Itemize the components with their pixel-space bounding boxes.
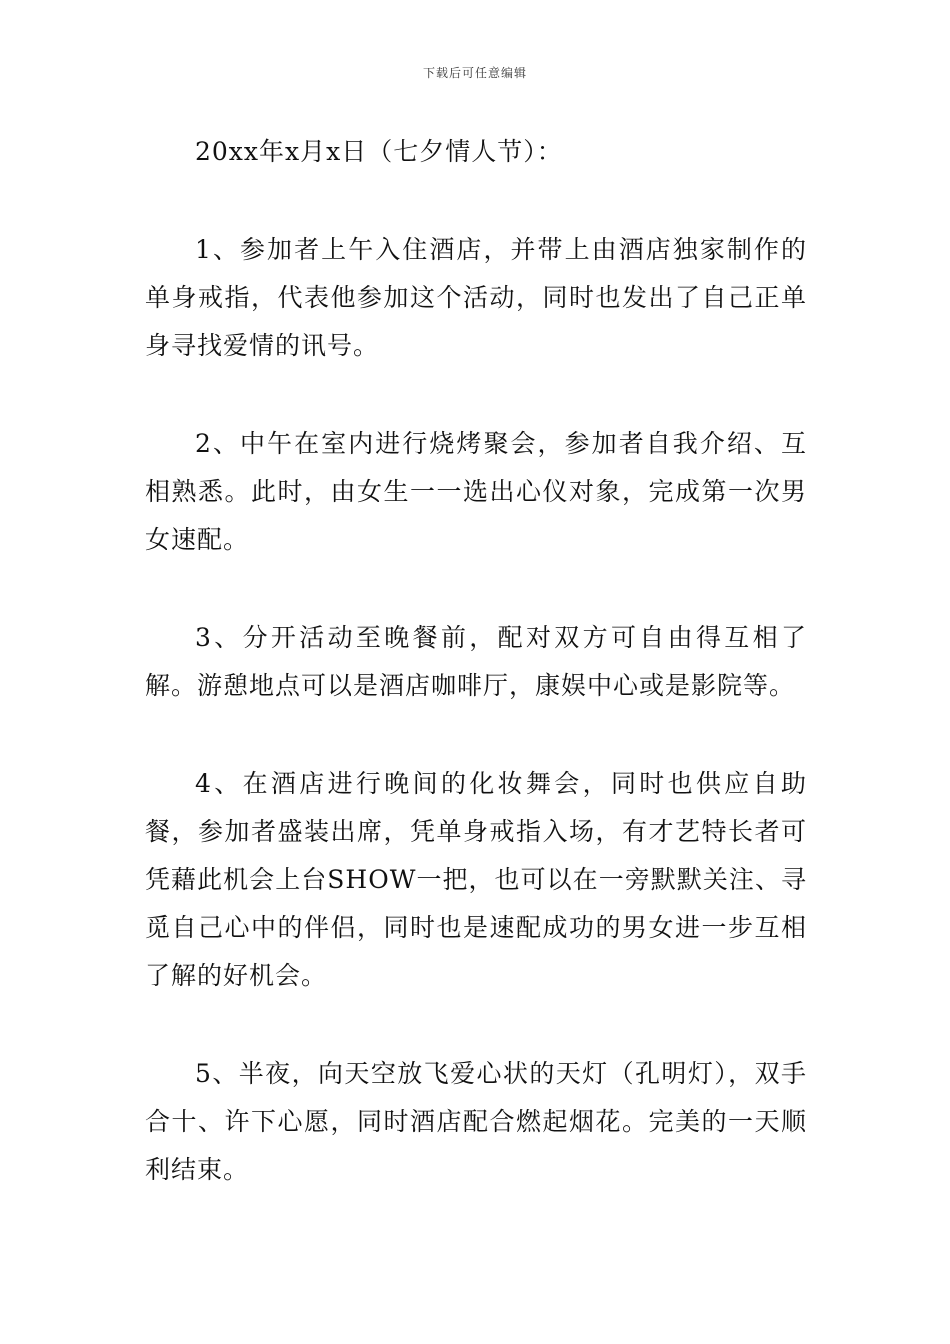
date-line: 20xx年x月x日（七夕情人节）： <box>195 137 563 166</box>
list-item: 3、分开活动至晚餐前，配对双方可自由得互相了解。游憩地点可以是酒店咖啡厅，康娱中心或是影院等。 <box>145 623 807 700</box>
document-body <box>145 128 807 1244</box>
list-item: 4、在酒店进行晚间的化妆舞会，同时也供应自助餐，参加者盛装出席，凭单身戒指入场，有才艺特长者可凭藉此机会上台SHOW一把，也可以在一旁默默关注、寻觅自己心中的伴侣，同时也是速配成功的男女进一步互相了解的好机会。 <box>145 769 807 990</box>
page-header-note: 下载后可任意编辑 <box>422 66 527 80</box>
list-item: 2、中午在室内进行烧烤聚会，参加者自我介绍、互相熟悉。此时，由女生一一选出心仪对象，完成第一次男女速配。 <box>145 429 807 554</box>
list-item: 1、参加者上午入住酒店，并带上由酒店独家制作的单身戒指，代表他参加这个活动，同时也发出了自己正单身寻找爱情的讯号。 <box>145 235 807 360</box>
list-item: 5、半夜，向天空放飞爱心状的天灯（孔明灯），双手合十、许下心愿，同时酒店配合燃起烟花。完美的一天顺利结束。 <box>145 1059 807 1184</box>
